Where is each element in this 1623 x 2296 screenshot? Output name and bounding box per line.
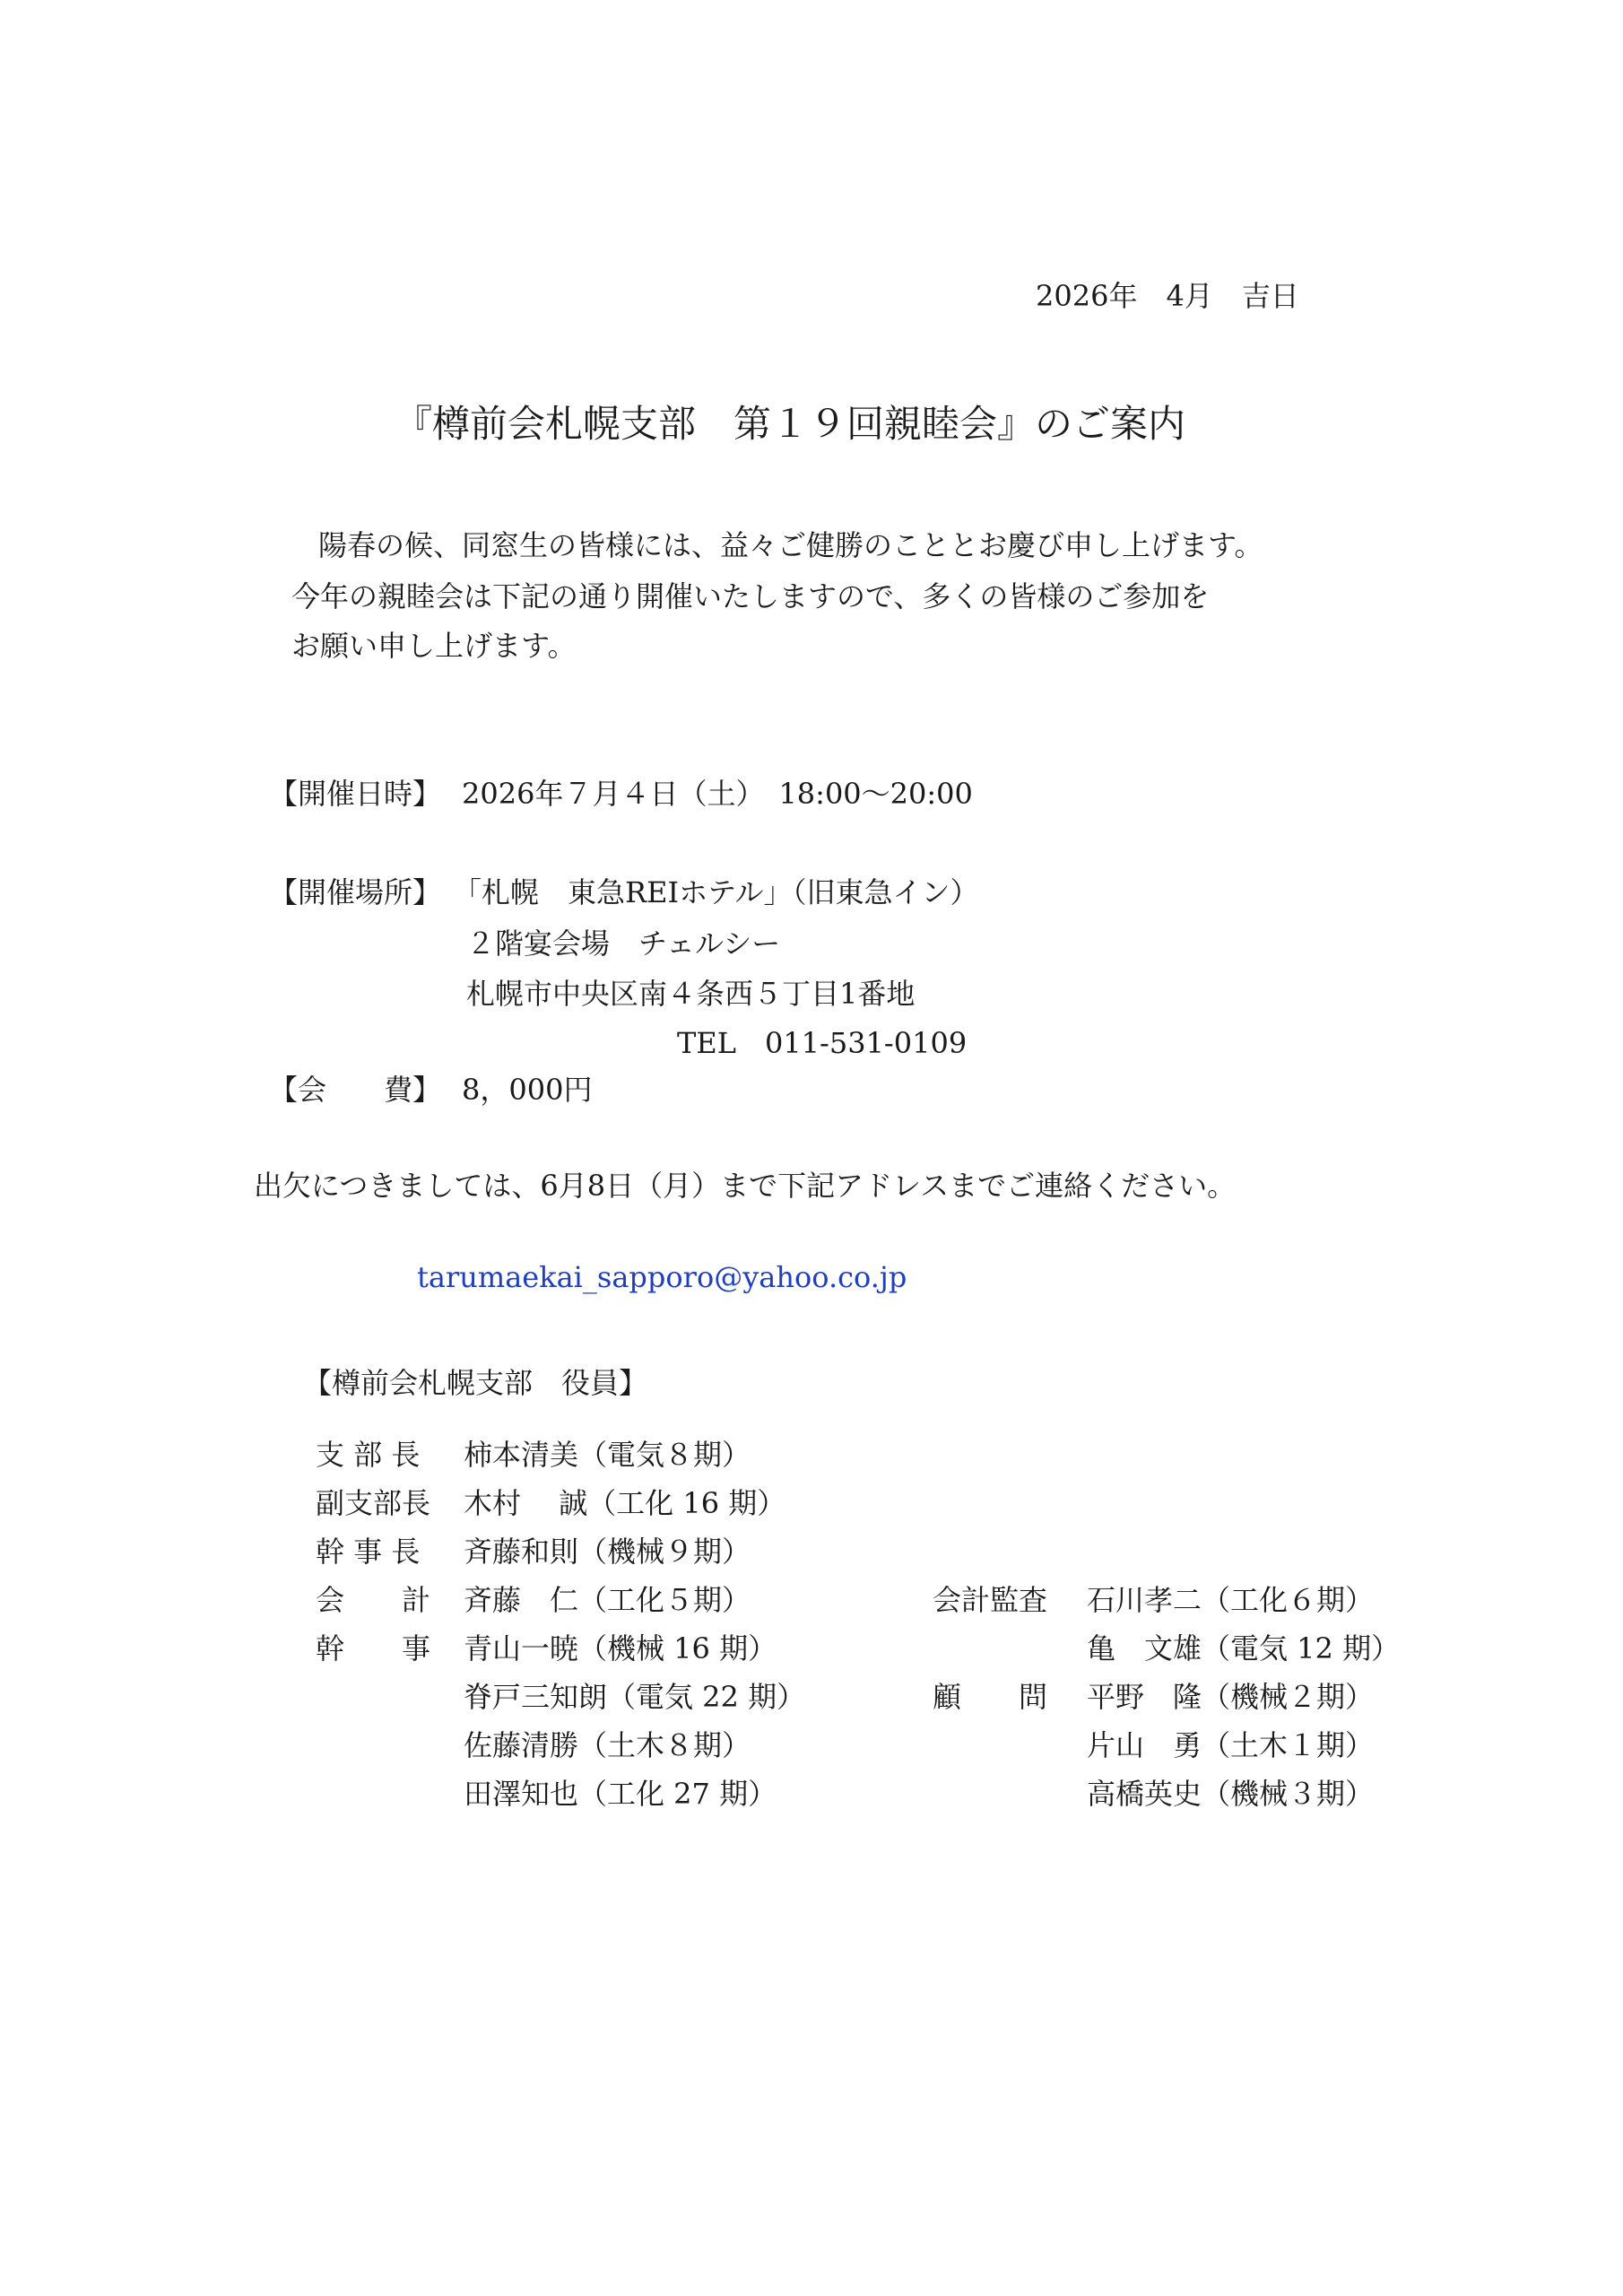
- datetime-label: 【開催日時】: [269, 777, 442, 811]
- officer-name: 斉藤 仁（工化５期）: [464, 1583, 751, 1617]
- officer-role: 会計監査: [933, 1583, 1048, 1617]
- officer-name: 平野 隆（機械２期）: [1087, 1680, 1375, 1714]
- officer-name: 石川孝二（工化６期）: [1087, 1583, 1375, 1617]
- officer-role: 顧 問: [933, 1680, 1048, 1714]
- venue-address: 札幌市中央区南４条西５丁目1番地: [466, 977, 916, 1011]
- greeting-line-3: お願い申し上げます。: [291, 629, 577, 663]
- officer-role: 副支部長: [316, 1486, 431, 1520]
- venue-label: 【開催場所】: [269, 875, 442, 909]
- officer-role: 支 部 長: [316, 1438, 421, 1472]
- greeting-line-1: 陽春の候、同窓生の皆様には、益々ご健勝のこととお慶び申し上げます。: [318, 528, 1263, 562]
- officer-row: [316, 1723, 751, 1764]
- fee-value: 8，000円: [462, 1073, 593, 1107]
- letter-title: 『樽前会札幌支部 第１９回親睦会』のご案内: [395, 402, 1186, 446]
- officer-name: 高橋英史（機械３期）: [1087, 1777, 1375, 1811]
- venue-tel: TEL 011-531-0109: [677, 1026, 968, 1060]
- officer-row: [933, 1674, 1374, 1716]
- officer-row: [933, 1578, 1374, 1619]
- rsvp-text: 出欠につきましては、6月8日（月）まで下記アドレスまでご連絡ください。: [254, 1169, 1237, 1203]
- letter-date: 2026年 4月 吉日: [1036, 279, 1299, 313]
- officer-row: [316, 1626, 777, 1667]
- officer-row: [316, 1578, 751, 1619]
- officer-row: [316, 1432, 751, 1474]
- officer-role: 幹 事: [316, 1631, 431, 1665]
- officer-name: 田澤知也（工化 27 期）: [464, 1777, 777, 1811]
- officer-name: 脊戸三知朗（電気 22 期）: [464, 1680, 806, 1714]
- rsvp-email[interactable]: tarumaekai_sapporo@yahoo.co.jp: [417, 1260, 907, 1294]
- officer-row: [316, 1674, 805, 1716]
- venue-room: ２階宴会場 チェルシー: [466, 926, 781, 961]
- officer-name: 亀 文雄（電気 12 期）: [1087, 1631, 1401, 1665]
- officer-row: [933, 1723, 1374, 1764]
- datetime-value: 2026年７月４日（土） 18:00～20:00: [462, 777, 973, 811]
- officer-name: 片山 勇（土木１期）: [1087, 1728, 1375, 1762]
- venue-name: 「札幌 東急REIホテル」（旧東急イン）: [453, 875, 979, 909]
- officer-row: [316, 1771, 777, 1813]
- officer-name: 斉藤和則（機械９期）: [464, 1535, 751, 1569]
- officer-role: 会 計: [316, 1583, 431, 1617]
- officer-row: [316, 1481, 785, 1522]
- officers-heading: 【樽前会札幌支部 役員】: [303, 1366, 648, 1400]
- greeting-line-2: 今年の親睦会は下記の通り開催いたしますので、多くの皆様のご参加を: [291, 579, 1210, 613]
- officer-name: 佐藤清勝（土木８期）: [464, 1728, 751, 1762]
- fee-label: 【会 費】: [269, 1073, 442, 1107]
- officer-role: 幹 事 長: [316, 1535, 421, 1569]
- officer-name: 柿本清美（電気８期）: [464, 1438, 751, 1472]
- officer-row: [933, 1771, 1374, 1813]
- officer-name: 木村 誠（工化 16 期）: [464, 1486, 786, 1520]
- officer-row: [933, 1626, 1400, 1667]
- officer-name: 青山一暁（機械 16 期）: [464, 1631, 777, 1665]
- officer-row: [316, 1529, 751, 1570]
